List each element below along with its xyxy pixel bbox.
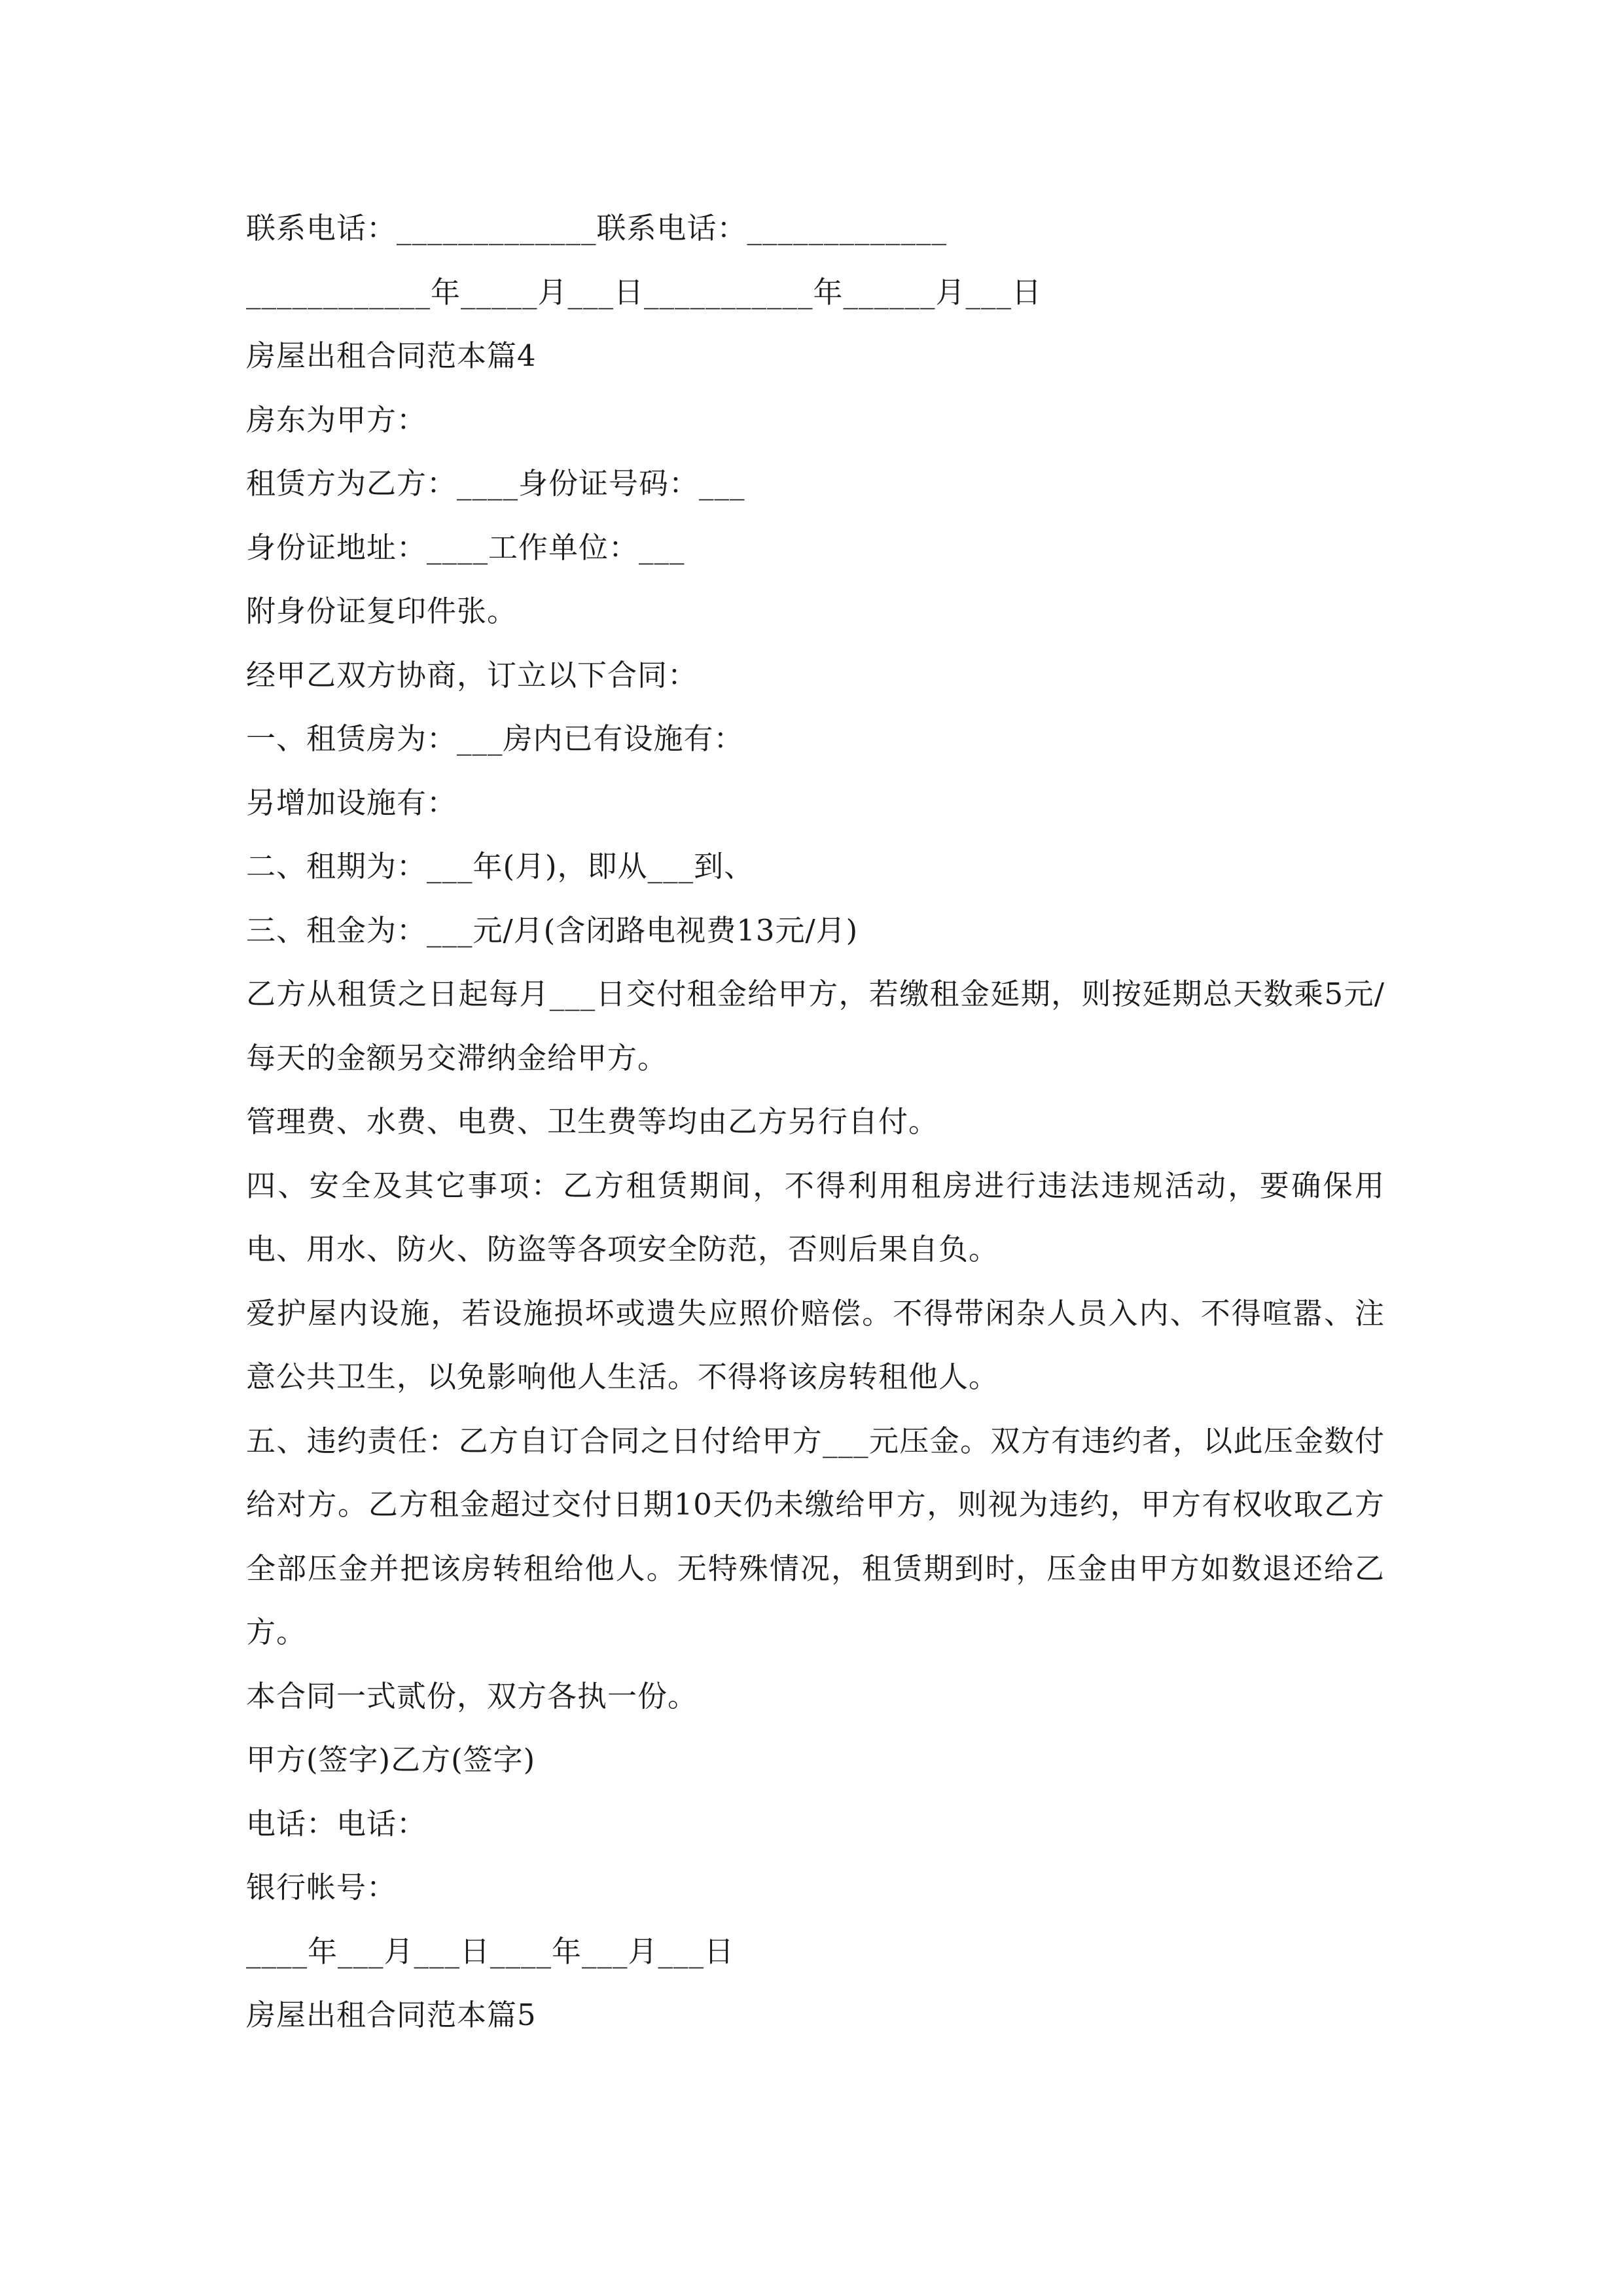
contact-phone-line: 联系电话：_____________联系电话：_____________	[246, 211, 948, 245]
clause-5-paragraph: 五、违约责任：乙方自订合同之日付给甲方___元压金。双方有违约者，以此压金数付给对方。乙方租金超过交付日期10天仍未缴给甲方，则视为违约，甲方有权收取乙方全部压金并把该房转租给他人。无特殊情况，租赁期到时，压金由甲方如数退还给乙方。	[246, 1423, 1385, 1649]
fees-paragraph: 管理费、水费、电费、卫生费等均由乙方另行自付。	[246, 1104, 939, 1139]
bank-account-line: 银行帐号：	[246, 1870, 397, 1905]
clause-3-line: 三、租金为：___元/月(含闭路电视费13元/月)	[246, 912, 859, 948]
signature-line: 甲方(签字)乙方(签字)	[246, 1742, 536, 1777]
extra-facilities-line: 另增加设施有：	[246, 785, 457, 820]
clause-4-paragraph: 四、安全及其它事项：乙方租赁期间，不得利用租房进行违法违规活动，要确保用电、用水、防火、防盗等各项安全防范，否则后果自负。	[246, 1168, 1385, 1266]
id-copy-line: 附身份证复印件张。	[246, 594, 518, 628]
date-line: ____________年_____月___日___________年______月___日	[246, 274, 1043, 310]
clause-2-line: 二、租期为：___年(月)，即从___到、	[246, 849, 755, 884]
facilities-care-paragraph: 爱护屋内设施，若设施损坏或遗失应照价赔偿。不得带闲杂人员入内、不得喧嚣、注意公共卫生，以免影响他人生活。不得将该房转租他人。	[246, 1295, 1385, 1394]
sign-date-line: ____年___月___日____年___月___日	[246, 1933, 735, 1969]
id-address-line: 身份证地址：____工作单位：___	[246, 529, 685, 565]
agreement-intro-line: 经甲乙双方协商，订立以下合同：	[246, 657, 698, 692]
clause-1-line: 一、租赁房为：___房内已有设施有：	[246, 721, 744, 756]
landlord-line: 房东为甲方：	[246, 402, 427, 437]
tenant-line: 租赁方为乙方：____身份证号码：___	[246, 466, 745, 501]
document-body	[246, 196, 1385, 2047]
section-heading-4: 房屋出租合同范本篇4	[246, 338, 537, 373]
rent-payment-paragraph: 乙方从租赁之日起每月___日交付租金给甲方，若缴租金延期，则按延期总天数乘5元/每天的金额另交滞纳金给甲方。	[246, 977, 1385, 1075]
copies-paragraph: 本合同一式贰份，双方各执一份。	[246, 1678, 698, 1713]
section-heading-5: 房屋出租合同范本篇5	[246, 1998, 537, 2032]
phone-line: 电话：电话：	[246, 1806, 427, 1841]
